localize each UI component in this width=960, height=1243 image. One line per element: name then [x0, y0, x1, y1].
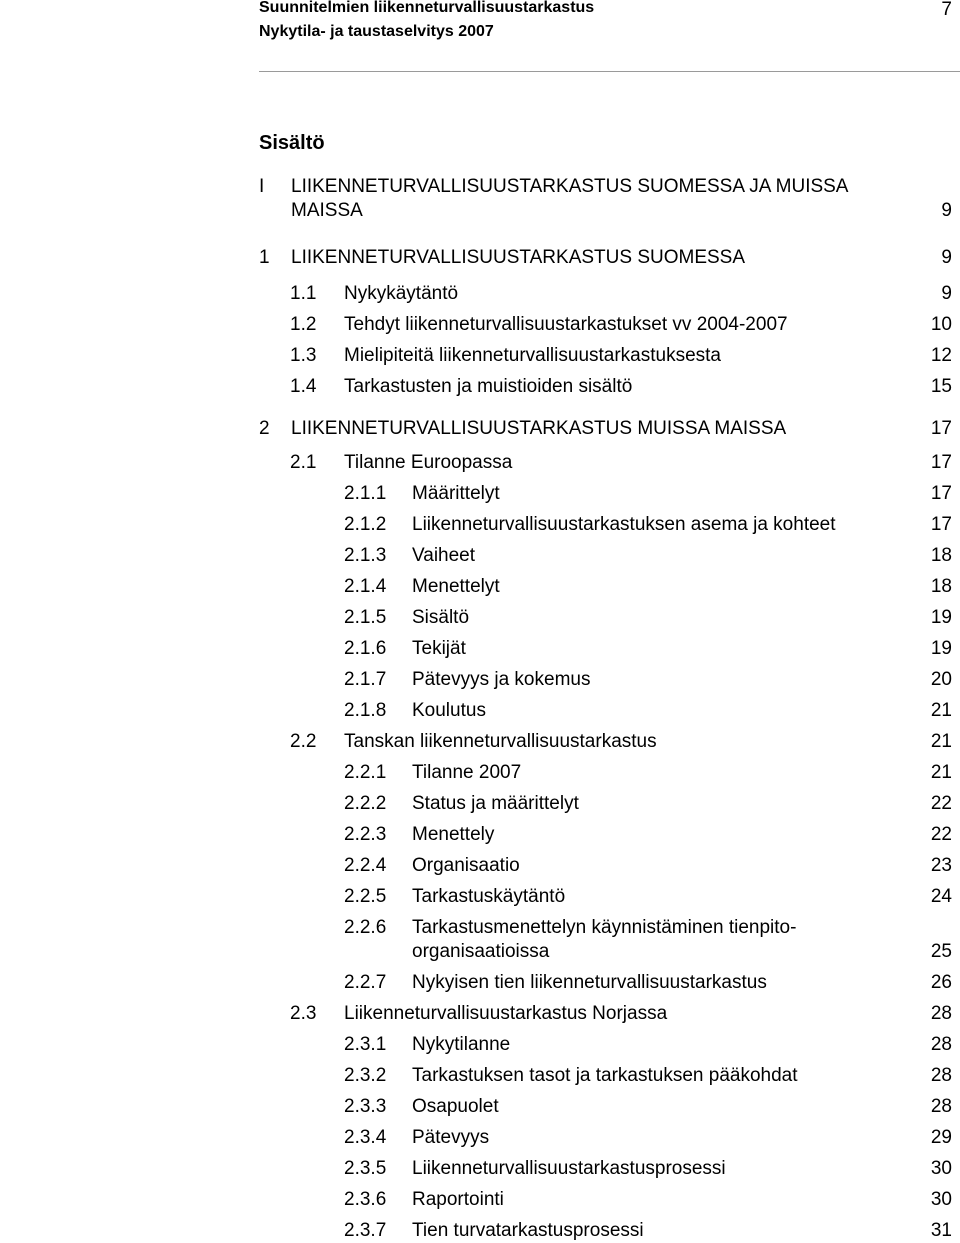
toc-entry-page: 25	[930, 941, 952, 962]
toc-entry-label: Tehdyt liikenneturvallisuustarkastukset vv 2004-2007	[344, 314, 788, 335]
toc-entry-page: 19	[930, 607, 952, 628]
toc-entry-label: Status ja määrittelyt	[412, 793, 579, 814]
toc-entry-page: 15	[930, 376, 952, 397]
toc-entry-label: LIIKENNETURVALLISUUSTARKASTUS SUOMESSA	[291, 247, 746, 268]
toc-entry-label: Nykytilanne	[412, 1034, 511, 1055]
toc-entry-page: 29	[930, 1127, 952, 1148]
toc-entry-label: Liikenneturvallisuustarkastus Norjassa	[344, 1003, 668, 1024]
toc-entry-label: Menettelyt	[412, 576, 500, 597]
toc-entry-label: Nykykäytäntö	[344, 283, 459, 304]
toc-entry-page: 17	[930, 514, 952, 535]
toc-entry-label: Tilanne 2007	[412, 762, 522, 783]
toc-entry-label: Tarkastusmenettelyn käynnistäminen tienpito-	[412, 917, 797, 938]
toc-entry-label: Pätevyys ja kokemus	[412, 669, 591, 690]
toc-entry-number: 2.2.5	[344, 886, 387, 907]
toc-entry-label: organisaatioissa	[412, 941, 550, 962]
toc-entry-label: Tarkastusten ja muistioiden sisältö	[344, 376, 633, 397]
toc-entry-number: 1.2	[290, 314, 317, 335]
toc-entry-number: 2	[259, 418, 270, 439]
toc-entry-number: 2.2	[290, 731, 317, 752]
toc-entry-label: Tanskan liikenneturvallisuustarkastus	[344, 731, 657, 752]
toc-entry-number: 2.1.6	[344, 638, 387, 659]
toc-entry-label: Osapuolet	[412, 1096, 499, 1117]
toc-entry-number: 1	[259, 247, 270, 268]
toc-entry-number: 2.1.8	[344, 700, 387, 721]
toc-entry-number: 2.2.6	[344, 917, 387, 938]
toc-entry-label: Sisältö	[412, 607, 470, 628]
toc-entry-number: 2.3.2	[344, 1065, 387, 1086]
toc-entry-page: 12	[930, 345, 952, 366]
toc-entry-page: 9	[941, 200, 952, 221]
toc-entry-page: 22	[930, 824, 952, 845]
toc-entry-label: Menettely	[412, 824, 495, 845]
toc-entry-number: 2.3.6	[344, 1189, 387, 1210]
toc-entry-page: 17	[930, 483, 952, 504]
toc-entry-page: 28	[930, 1096, 952, 1117]
toc-entry-page: 28	[930, 1003, 952, 1024]
toc-entry-page: 20	[930, 669, 952, 690]
toc-entry-label: Liikenneturvallisuustarkastuksen asema ja kohteet	[412, 514, 836, 535]
toc-entry-page: 30	[930, 1189, 952, 1210]
toc-entry-number: 2.3.3	[344, 1096, 387, 1117]
toc-entry-label: Liikenneturvallisuustarkastusprosessi	[412, 1158, 726, 1179]
toc-entry-number: 2.3.1	[344, 1034, 387, 1055]
toc-entry-page: 9	[941, 247, 952, 268]
toc-entry-label: Määrittelyt	[412, 483, 500, 504]
toc-entry-number: 1.4	[290, 376, 317, 397]
toc-entry-number: 2.2.1	[344, 762, 387, 783]
document-title: Suunnitelmien liikenneturvallisuustarkastus	[259, 0, 595, 16]
toc-entry-number: 2.1.5	[344, 607, 387, 628]
toc-entry-number: 2.3.5	[344, 1158, 387, 1179]
toc-entry-number: 2.2.4	[344, 855, 387, 876]
toc-entry-number: 2.1	[290, 452, 317, 473]
toc-entry-number: 2.1.2	[344, 514, 387, 535]
toc-entry-page: 28	[930, 1065, 952, 1086]
toc-entry-label: Tarkastuskäytäntö	[412, 886, 566, 907]
toc-entry-page: 19	[930, 638, 952, 659]
toc-entry-page: 10	[930, 314, 952, 335]
toc-entry-label: MAISSA	[291, 200, 363, 221]
document-subtitle: Nykytila- ja taustaselvitys 2007	[259, 23, 494, 40]
toc-entry-page: 24	[930, 886, 952, 907]
toc-entry-label: Nykyisen tien liikenneturvallisuustarkastus	[412, 972, 767, 993]
toc-entry-number: 2.3.4	[344, 1127, 387, 1148]
toc-entry-page: 17	[930, 452, 952, 473]
header-divider	[259, 71, 960, 72]
page-number: 7	[941, 0, 952, 20]
toc-entry-number: 2.1.1	[344, 483, 387, 504]
toc-entry-page: 18	[930, 576, 952, 597]
toc-entry-number: 2.2.3	[344, 824, 387, 845]
toc-entry-number: 2.1.3	[344, 545, 387, 566]
toc-entry-label: Mielipiteitä liikenneturvallisuustarkastuksesta	[344, 345, 722, 366]
toc-entry-page: 23	[930, 855, 952, 876]
toc-entry-number: 1.3	[290, 345, 317, 366]
toc-entry-page: 18	[930, 545, 952, 566]
toc-entry-label: Tarkastuksen tasot ja tarkastuksen pääkohdat	[412, 1065, 798, 1086]
toc-entry-label: Pätevyys	[412, 1127, 490, 1148]
toc-entry-page: 31	[930, 1220, 952, 1241]
toc-entry-page: 26	[930, 972, 952, 993]
toc-entry-page: 30	[930, 1158, 952, 1179]
toc-entry-number: 2.1.4	[344, 576, 387, 597]
toc-entry-label: Raportointi	[412, 1189, 504, 1210]
toc-entry-number: 2.3.7	[344, 1220, 387, 1241]
toc-entry-label: Vaiheet	[412, 545, 476, 566]
toc-entry-label: Organisaatio	[412, 855, 520, 876]
toc-entry-number: 2.2.7	[344, 972, 387, 993]
toc-entry-number: 2.3	[290, 1003, 317, 1024]
toc-entry-label: LIIKENNETURVALLISUUSTARKASTUS SUOMESSA JA MUISSA	[291, 176, 849, 197]
toc-entry-number: 2.1.7	[344, 669, 387, 690]
toc-entry-label: Tien turvatarkastusprosessi	[412, 1220, 644, 1241]
toc-entry-label: LIIKENNETURVALLISUUSTARKASTUS MUISSA MAISSA	[291, 418, 787, 439]
toc-entry-page: 21	[930, 731, 952, 752]
toc-entry-number: I	[259, 176, 265, 197]
toc-entry-page: 28	[930, 1034, 952, 1055]
toc-entry-page: 9	[941, 283, 952, 304]
toc-entry-page: 22	[930, 793, 952, 814]
toc-entry-number: 1.1	[290, 283, 317, 304]
toc-entry-label: Tilanne Euroopassa	[344, 452, 513, 473]
toc-entry-page: 21	[930, 700, 952, 721]
toc-entry-number: 2.2.2	[344, 793, 387, 814]
toc-entry-label: Koulutus	[412, 700, 486, 721]
toc-title: Sisältö	[259, 132, 325, 154]
toc-entry-page: 17	[930, 418, 952, 439]
toc-entry-page: 21	[930, 762, 952, 783]
toc-entry-label: Tekijät	[412, 638, 466, 659]
